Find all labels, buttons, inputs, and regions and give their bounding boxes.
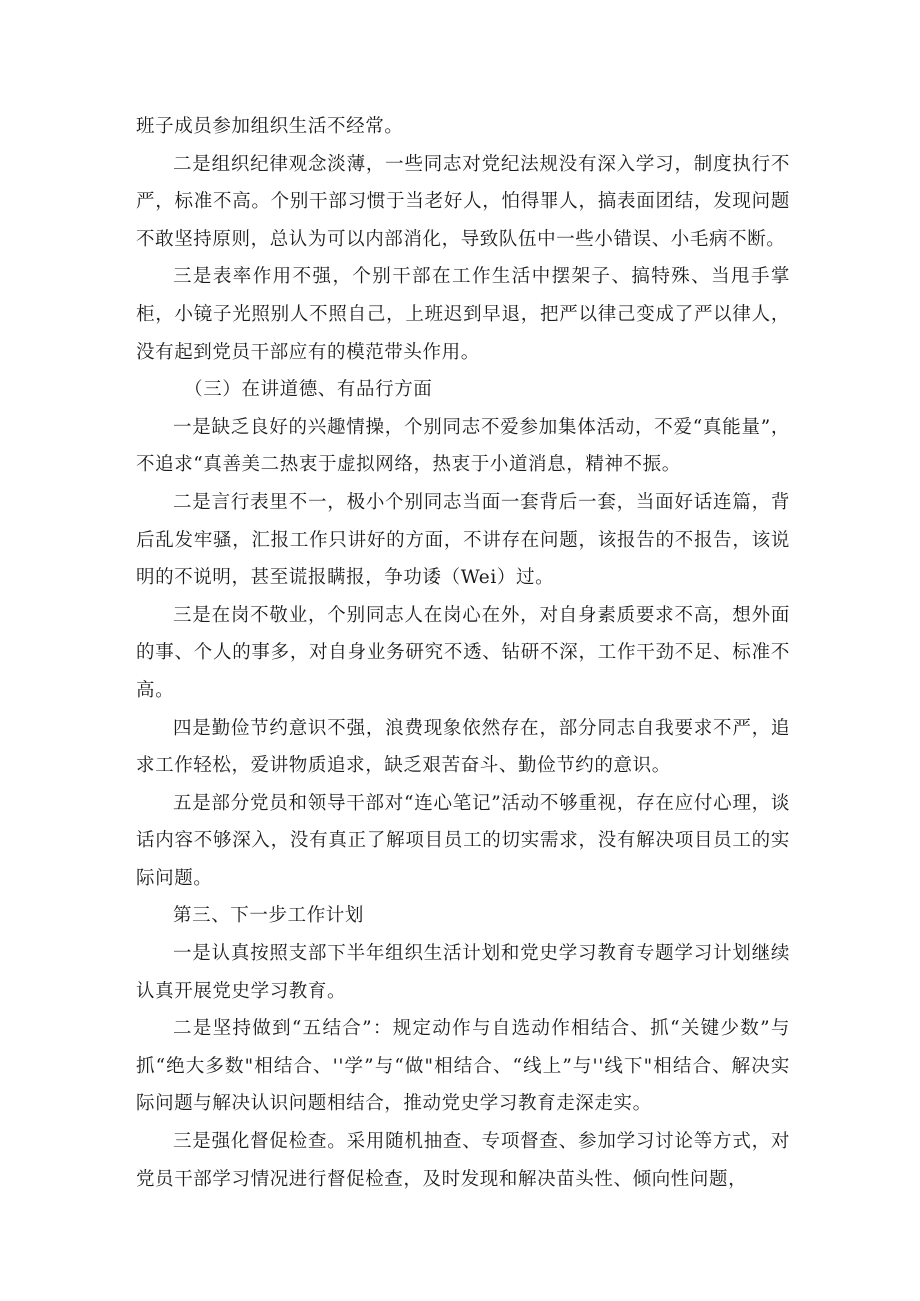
section-heading-next-steps: 第三、下一步工作计划 [173, 905, 365, 927]
paragraph-continuation: 班子成员参加组织生活不经常。 [136, 116, 404, 137]
paragraph-plan-one: 一是认真按照支部下半年组织生活计划和党史学习教育专题学习计划继续认真开展党史学习教育。 [136, 943, 790, 1002]
paragraph-interests: 一是缺乏良好的兴趣情操，个别同志不爱参加集体活动，不爱“真能量”，不追求“真善美二热衷于虚拟网络，热衷于小道消息，精神不振。 [136, 416, 790, 476]
section-heading-morality: （三）在讲道德、有品行方面 [184, 379, 433, 401]
paragraph-notes-activity: 五是部分党员和领导干部对“连心笔记”活动不够重视，存在应付心理，谈话内容不够深入，没有真正了解项目员工的切实需求，没有解决项目员工的实际问题。 [136, 792, 790, 889]
paragraph-organizational-discipline: 二是组织纪律观念淡薄，一些同志对党纪法规没有深入学习，制度执行不严，标准不高。个别干部习惯于当老好人，怕得罪人，搞表面团结，发现问题不敢坚持原则，总认为可以内部消化，导致队伍中一些小错误、小毛病不断。 [136, 153, 790, 250]
paragraph-plan-two: 二是坚持做到“五结合”：规定动作与自选动作相结合、抓“关键少数”与抓“绝大多数"相结合、''学”与“做"相结合、“线上”与''线下"相结合、解决实际问题与解决认识问题相结合，推动党史学习教育走深走实。 [136, 1018, 790, 1115]
paragraph-exemplary-role: 三是表率作用不强，个别干部在工作生活中摆架子、搞特殊、当甩手掌柜，小镜子光照别人不照自己，上班迟到早退，把严以律己变成了严以律人，没有起到党员干部应有的模范带头作用。 [136, 266, 790, 363]
document-body [136, 108, 790, 1198]
paragraph-dedication: 三是在岗不敬业，个别同志人在岗心在外，对自身素质要求不高，想外面的事、个人的事多，对自身业务研究不透、钻研不深，工作干劲不足、标准不高。 [136, 604, 790, 701]
paragraph-plan-three: 三是强化督促检查。采用随机抽查、专项督查、参加学习讨论等方式，对党员干部学习情况进行督促检查，及时发现和解决苗头性、倾向性问题， [136, 1131, 790, 1190]
paragraph-thrift: 四是勤俭节约意识不强，浪费现象依然存在，部分同志自我要求不严，追求工作轻松，爱讲物质追求，缺乏艰苦奋斗、勤俭节约的意识。 [136, 717, 790, 777]
paragraph-words-deeds: 二是言行表里不一，极小个别同志当面一套背后一套，当面好话连篇，背后乱发牢骚，汇报工作只讲好的方面，不讲存在问题，该报告的不报告，该说明的不说明，甚至谎报瞒报，争功诿（Wei）过。 [136, 491, 790, 589]
